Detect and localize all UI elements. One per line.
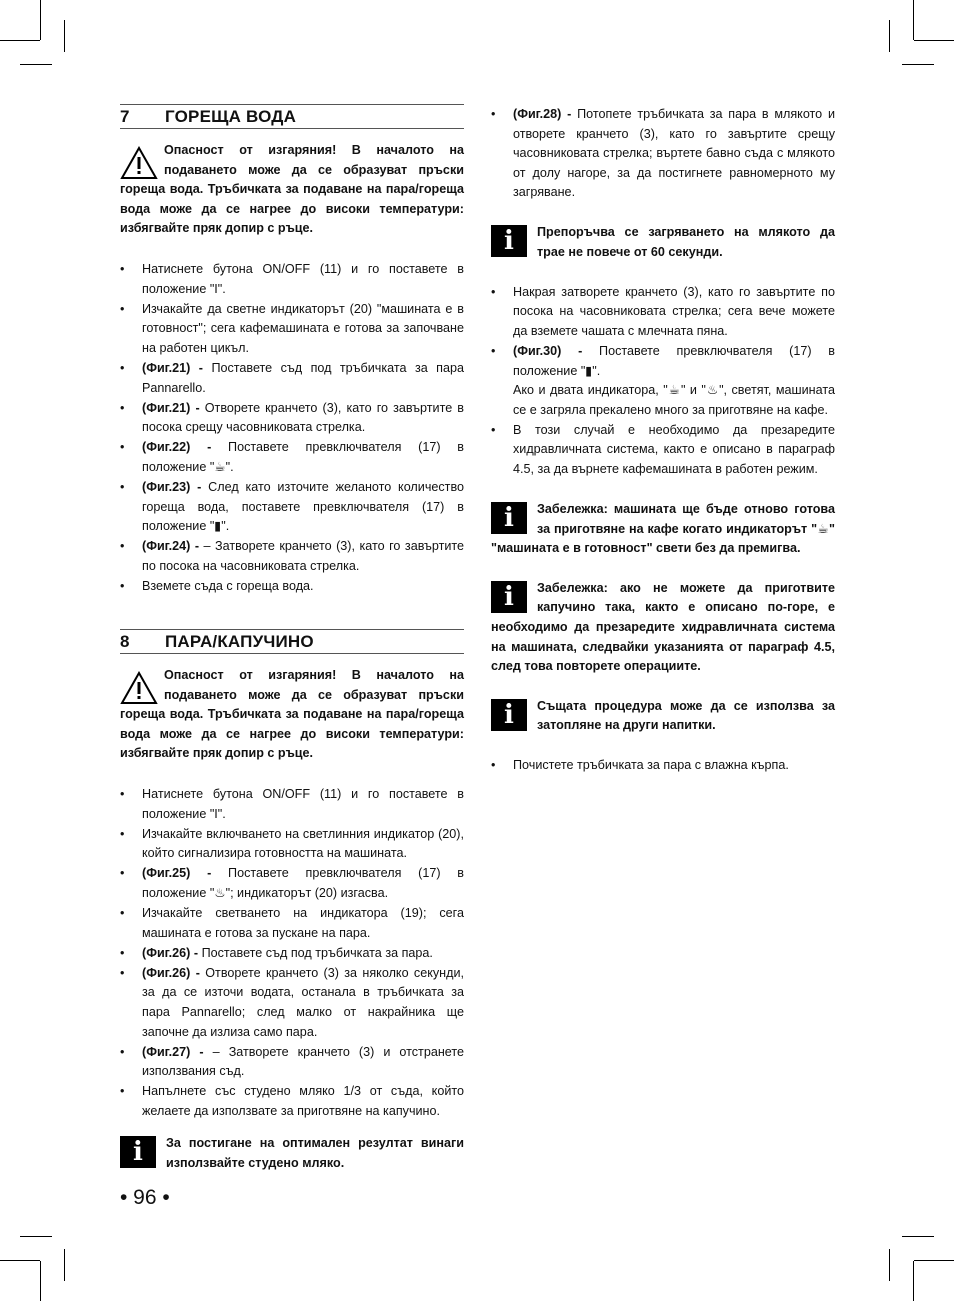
figure-reference: (Фиг.26) -	[142, 945, 202, 960]
left-column	[120, 104, 464, 1173]
list-item	[120, 300, 464, 359]
warning-text: Опасност от изгаряния! В началото на подаването може да се образуват пръски гореща вода. Тръбичката за подаване на пара/гореща вода може да се нагрее до високи температури: избягвайте пряк допир с ръце.	[120, 668, 464, 761]
figure-reference: (Фиг.25) -	[142, 866, 229, 881]
figure-reference: (Фиг.21) -	[142, 400, 205, 415]
step-text: Вземете съда с гореща вода.	[142, 578, 314, 593]
info-icon: i	[491, 225, 527, 257]
step-text: Напълнете със студено мляко 1/3 от съда, който желаете да използвате за приготвяне на капучино.	[142, 1084, 464, 1119]
step-text: – Затворете кранчето (3), като го завъртите по посока на часовниковата стрелка.	[142, 539, 464, 573]
info-block	[491, 579, 835, 677]
step-note: Ако и двата индикатора, "☕" и "♨", светят, машината се е загряла прекалено много за приготвяне на кафе.	[513, 383, 835, 417]
warning-block	[120, 666, 464, 764]
figure-reference: (Фиг.28) -	[513, 107, 578, 121]
info-text: Забележка: ако не можете да приготвите капучино така, както е описано по-горе, е необходимо да презаредите хидравличната система на машината, следвайки указанията от параграф 4.5, след това повторете операциите.	[491, 580, 835, 674]
info-text: Препоръчва се загряването на млякото да трае не повече от 60 секунди.	[537, 225, 835, 260]
list-item	[120, 964, 464, 1042]
section-number: 7	[120, 106, 130, 126]
step-text: Натиснете бутона ON/OFF (11) и го поставете в положение "I".	[142, 787, 464, 821]
step-text: Потопете тръбичката за пара в млякото и отворете кранчето (3), като го завъртите срещу часовниковата стрелка; въртете бавно съда с млякото от долу нагоре, за да постигнете равномерното му загряване.	[513, 107, 835, 200]
info-text: Забележка: машината ще бъде отново готова за приготвяне на кафе когато индикаторът "☕" "машината е в готовност" свети без да премигва.	[491, 502, 835, 556]
right-steps-b	[491, 283, 835, 480]
section-7-heading	[120, 104, 464, 129]
section-8-steps	[120, 785, 464, 1122]
step-text-end: ".	[225, 459, 234, 474]
figure-reference: (Фиг.26) -	[142, 965, 206, 980]
list-item	[120, 537, 464, 576]
info-block	[491, 223, 835, 262]
list-item	[120, 904, 464, 943]
crop-mark	[914, 40, 954, 41]
list-item	[120, 260, 464, 299]
crop-mark	[40, 0, 41, 40]
section-title: ГОРЕЩА ВОДА	[165, 106, 297, 126]
list-item	[120, 359, 464, 398]
step-text-end: ".	[221, 519, 230, 534]
step-text: – Затворете кранчето (3) и отстранете използвания съд.	[142, 1044, 465, 1079]
crop-mark	[40, 1261, 41, 1301]
step-text: Поставете съд под тръбичката за пара.	[201, 945, 433, 960]
info-icon: i	[491, 699, 527, 731]
crop-mark	[889, 1249, 890, 1281]
crop-mark	[64, 1249, 65, 1281]
step-text: Изчакайте включването на светлинния индикатор (20), който сигнализира готовността на машината.	[142, 826, 464, 861]
step-text-end: "; индикаторът (20) изгасва.	[225, 886, 389, 900]
right-column	[491, 105, 835, 776]
step-text: В този случай е необходимо да презаредите хидравличната система, както е описано в параграф 4.5, за да върнете кафемашината в работен режим.	[513, 422, 835, 476]
info-icon: i	[120, 1136, 156, 1168]
info-text: Същата процедура може да се използва за затопляне на други напитки.	[537, 698, 835, 733]
crop-mark	[0, 1260, 40, 1261]
section-title: ПАРА/КАПУЧИНО	[165, 631, 314, 651]
list-item	[120, 438, 464, 477]
crop-mark	[20, 1236, 52, 1237]
crop-mark	[902, 64, 934, 65]
step-text: Поставете съд под тръбичката за пара Pannarello.	[142, 360, 464, 395]
page-number: • 96 •	[120, 1186, 170, 1209]
step-text: Изчакайте да светне индикаторът (20) "машината е в готовност"; сега кафемашината е готова за започване на работен цикъл.	[142, 301, 464, 355]
list-item	[491, 342, 835, 420]
step-text: Поставете превключвателя (17) в положение "	[142, 440, 464, 474]
info-text: За постигане на оптимален резултат винаги използвайте студено мляко.	[166, 1136, 464, 1170]
figure-reference: (Фиг.24) -	[142, 539, 204, 554]
figure-reference: (Фиг.22) -	[142, 440, 229, 455]
crop-mark	[914, 1260, 954, 1261]
info-block	[491, 697, 835, 736]
selector-symbol-icon: ☕	[214, 459, 226, 474]
crop-mark	[913, 0, 914, 40]
step-text: Натиснете бутона ON/OFF (11) и го поставете в положение "I".	[142, 261, 464, 296]
selector-symbol-icon: ♨	[214, 886, 226, 900]
warning-text: Опасност от изгаряния! В началото на подаването може да се образуват пръски гореща вода. Тръбичката за подаване на пара/гореща вода може да се нагрее до високи температури: избягвайте пряк допир с ръце.	[120, 143, 464, 236]
list-item	[491, 105, 835, 203]
info-block	[120, 1134, 464, 1173]
list-item	[120, 478, 464, 537]
right-steps-c	[491, 756, 835, 776]
list-item	[120, 944, 464, 964]
figure-reference: (Фиг.23) -	[142, 480, 209, 494]
list-item	[120, 1043, 464, 1082]
crop-mark	[913, 1261, 914, 1301]
step-text: След като източите желаното количество гореща вода, поставете превключвателя (17) в положение "	[142, 480, 465, 534]
list-item	[120, 864, 464, 903]
info-icon: i	[491, 502, 527, 534]
crop-mark	[20, 64, 52, 65]
section-8-heading	[120, 629, 464, 654]
step-text: Поставете превключвателя (17) в положение "	[513, 343, 835, 378]
step-text: Изчакайте светването на индикатора (19); сега машината е готова за пускане на пара.	[142, 906, 464, 940]
step-text: Поставете превключвателя (17) в положение "	[142, 866, 464, 900]
list-item	[120, 825, 464, 864]
info-icon: i	[491, 581, 527, 613]
figure-reference: (Фиг.30) -	[513, 343, 600, 358]
list-item	[491, 283, 835, 342]
step-text: Отворете кранчето (3), като го завъртите в посока срещу часовниковата стрелка.	[142, 400, 464, 435]
crop-mark	[64, 20, 65, 52]
warning-block	[120, 141, 464, 239]
step-text: Почистете тръбичката за пара с влажна кърпа.	[513, 758, 789, 773]
step-text-end: ".	[592, 363, 601, 378]
info-block	[491, 500, 835, 559]
right-steps-a	[491, 105, 835, 203]
list-item	[120, 785, 464, 824]
selector-symbol-icon: ▮	[585, 363, 593, 378]
list-item	[491, 421, 835, 480]
section-7-steps	[120, 260, 464, 597]
list-item	[120, 1082, 464, 1121]
figure-reference: (Фиг.21) -	[142, 360, 212, 375]
list-item	[491, 756, 835, 776]
warning-triangle-icon	[120, 146, 158, 180]
crop-mark	[889, 20, 890, 52]
warning-triangle-icon	[120, 671, 158, 705]
crop-mark	[902, 1236, 934, 1237]
figure-reference: (Фиг.27) -	[142, 1044, 213, 1059]
step-text: Отворете кранчето (3) за няколко секунди, за да се източи водата, останала в тръбичката за пара Pannarello; след малко от накрайника ще започне да излиза само пара.	[142, 965, 465, 1039]
list-item	[120, 399, 464, 438]
step-text: Накрая затворете кранчето (3), като го завъртите по посока на часовниковата стрелка; сега вече можете да вземете чашата с млечната пяна.	[513, 284, 835, 338]
section-number: 8	[120, 631, 130, 651]
selector-symbol-icon: ▮	[214, 519, 222, 534]
crop-mark	[0, 40, 40, 41]
list-item	[120, 577, 464, 597]
